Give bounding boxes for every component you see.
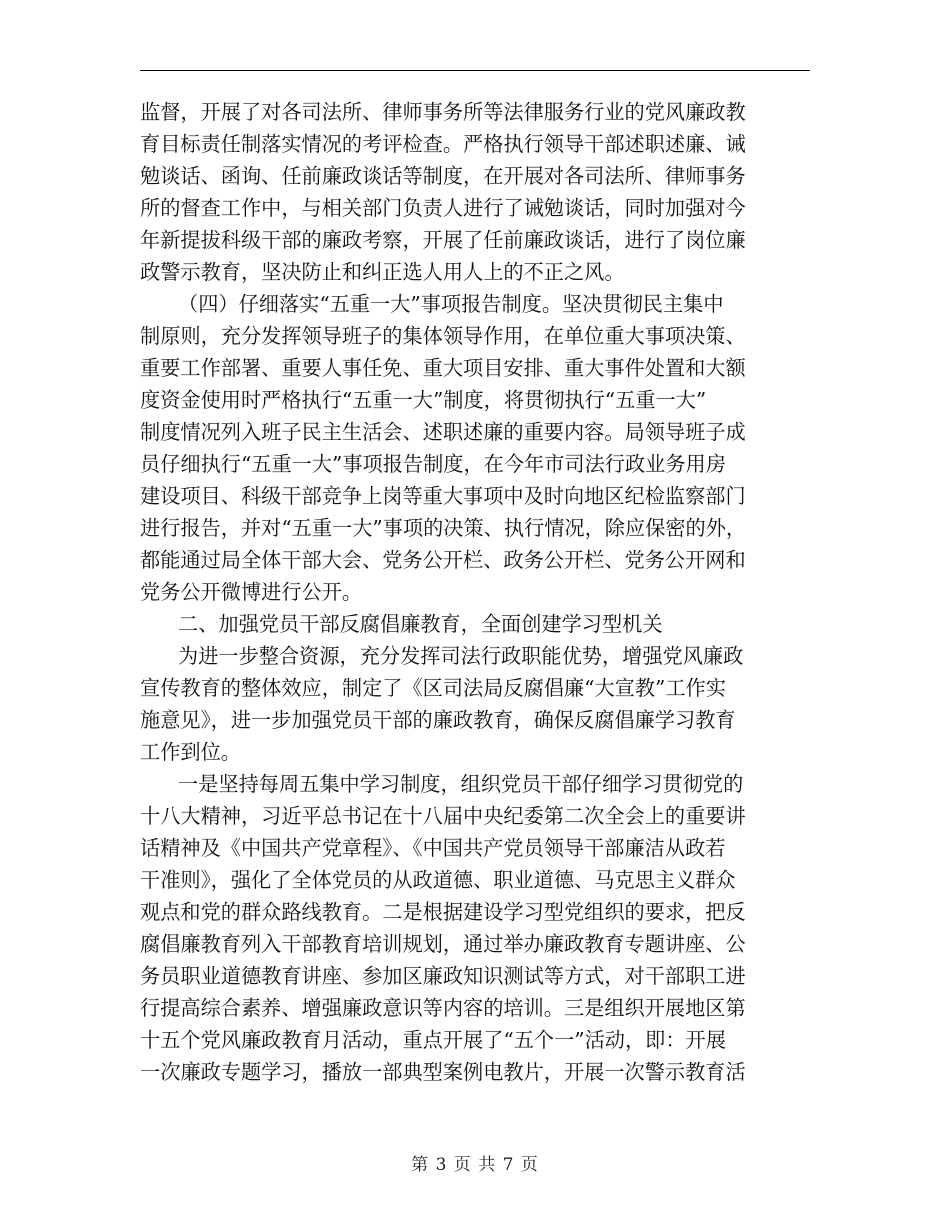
text-line: 为进一步整合资源，充分发挥司法行政职能优势，增强党风廉政 [178,644,744,668]
text-line: 腐倡廉教育列入干部教育培训规划，通过举办廉政教育专题讲座、公 [140,932,746,956]
text-line: 宣传教育的整体效应，制定了《区司法局反腐倡廉“大宣教”工作实 [140,676,726,700]
text-line: 一次廉政专题学习，播放一部典型案例电教片，开展一次警示教育活 [140,1060,746,1084]
text-line: 都能通过局全体干部大会、党务公开栏、政务公开栏、党务公开网和 [140,548,746,572]
text-line: 进行报告，并对“五重一大”事项的决策、执行情况，除应保密的外， [140,516,747,540]
text-line: （四）仔细落实“五重一大”事项报告制度。坚决贯彻民主集中 [178,292,724,316]
text-line: 制度情况列入班子民主生活会、述职述廉的重要内容。局领导班子成 [140,420,746,444]
section-heading: 二、加强党员干部反腐倡廉教育，全面创建学习型机关 [178,612,663,636]
text-line: 监督，开展了对各司法所、律师事务所等法律服务行业的党风廉政教 [140,100,746,124]
text-line: 行提高综合素养、增强廉政意识等内容的培训。三是组织开展地区第 [140,996,746,1020]
text-line: 务员职业道德教育讲座、参加区廉政知识测试等方式，对干部职工进 [140,964,746,988]
text-line: 十五个党风廉政教育月活动，重点开展了“五个一”活动，即：开展 [140,1028,726,1052]
text-line: 育目标责任制落实情况的考评检查。严格执行领导干部述职述廉、诫 [140,132,746,156]
text-line: 党务公开微博进行公开。 [140,580,363,604]
text-line: 施意见》，进一步加强党员干部的廉政教育，确保反腐倡廉学习教育 [140,708,736,732]
text-line: 工作到位。 [140,740,241,764]
text-line: 干准则》，强化了全体党员的从政道德、职业道德、马克思主义群众 [140,868,736,892]
text-line: 所的督查工作中，与相关部门负责人进行了诫勉谈话，同时加强对今 [140,196,746,220]
text-line: 观点和党的群众路线教育。二是根据建设学习型党组织的要求，把反 [140,900,746,924]
text-line: 勉谈话、函询、任前廉政谈话等制度，在开展对各司法所、律师事务 [140,164,746,188]
text-line: 重要工作部署、重要人事任免、重大项目安排、重大事件处置和大额 [140,356,746,380]
text-line: 度资金使用时严格执行“五重一大”制度，将贯彻执行“五重一大” [140,388,707,412]
text-line: 一是坚持每周五集中学习制度，组织党员干部仔细学习贯彻党的 [178,772,744,796]
page-number-footer: 第 3 页 共 7 页 [411,1155,539,1175]
header-rule [140,70,810,71]
text-line: 政警示教育，坚决防止和纠正选人用人上的不正之风。 [140,260,625,284]
text-line: 员仔细执行“五重一大”事项报告制度，在今年市司法行政业务用房 [140,452,726,476]
text-line: 建设项目、科级干部竞争上岗等重大事项中及时向地区纪检监察部门 [140,484,746,508]
text-line: 话精神及《中国共产党章程》、《中国共产党员领导干部廉洁从政若 [140,836,726,860]
text-line: 制原则，充分发挥领导班子的集体领导作用，在单位重大事项决策、 [140,324,746,348]
document-body [140,96,810,1088]
text-line: 十八大精神，习近平总书记在十八届中央纪委第二次全会上的重要讲 [140,804,746,828]
text-line: 年新提拔科级干部的廉政考察，开展了任前廉政谈话，进行了岗位廉 [140,228,746,252]
